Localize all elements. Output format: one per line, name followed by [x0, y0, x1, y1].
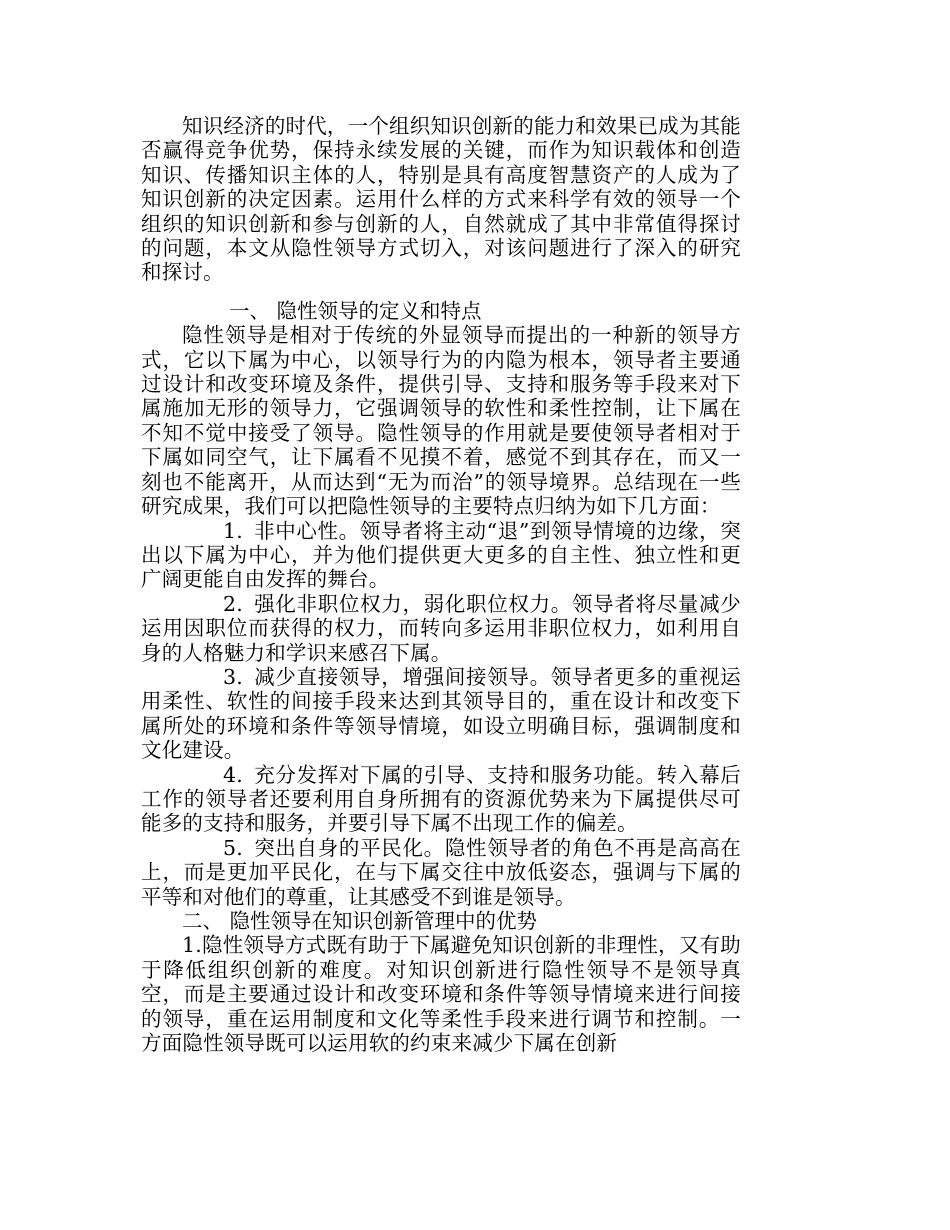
list-item-text: 充分发挥对下属的引导、支持和服务功能。转入幕后工作的领导者还要利用自身所拥有的资源优势来为下属提供尽可能多的支持和服务，并要引导下属不出现工作的偏差。 — [141, 762, 742, 836]
section-2-item-1 — [141, 933, 741, 1055]
list-item-text: 非中心性。领导者将主动“退”到领导情境的边缘，突出以下属为中心，并为他们提供更大更多的自主性、独立性和更广阔更能自由发挥的舞台。 — [141, 518, 741, 592]
list-item-number: 3. — [223, 664, 243, 689]
document-page — [141, 114, 741, 1055]
section-1-body: 隐性领导是相对于传统的外显领导而提出的一种新的领导方式，它以下属为中心，以领导行为的内隐为根本，领导者主要通过设计和改变环境及条件，提供引导、支持和服务等手段来对下属施加无形的领导力，它强调领导的软性和柔性控制，让下属在不知不觉中接受了领导。隐性领导的作用就是要使领导者相对于下属如同空气，让下属看不见摸不着，感觉不到其存在，而又一刻也不能离开，从而达到“无为而治”的领导境界。总结现在一些研究成果，我们可以把隐性领导的主要特点归纳为如下几方面： — [141, 323, 741, 519]
list-item-number: 1. — [182, 933, 202, 958]
list-item-number: 5. — [223, 835, 243, 860]
list-item — [141, 836, 741, 909]
list-item-text: 突出自身的平民化。隐性领导者的角色不再是高高在上，而是更加平民化，在与下属交往中放低姿态，强调与下属的平等和对他们的尊重，让其感受不到谁是领导。 — [141, 835, 742, 909]
list-item — [141, 519, 741, 592]
list-item-number: 2. — [223, 591, 243, 616]
section-1-heading: 一、 隐性领导的定义和特点 — [229, 298, 482, 323]
list-item-text: 隐性领导方式既有助于下属避免知识创新的非理性，又有助于降低组织创新的难度。对知识创新进行隐性领导不是领导真空，而是主要通过设计和改变环境和条件等领导情境来进行间接的领导，重在运用制度和文化等柔性手段来进行调节和控制。一方面隐性领导既可以运用软的约束来减少下属在创新 — [141, 933, 741, 1056]
list-item-text: 强化非职位权力，弱化职位权力。领导者将尽量减少运用因职位而获得的权力，而转向多运用非职位权力，如利用自身的人格魅力和学识来感召下属。 — [141, 591, 742, 665]
list-item — [141, 665, 741, 763]
list-item-number: 4. — [223, 762, 243, 787]
list-item-number: 1. — [223, 518, 243, 543]
intro-paragraph: 知识经济的时代，一个组织知识创新的能力和效果已成为其能否赢得竞争优势，保持永续发展的关键，而作为知识载体和创造知识、传播知识主体的人，特别是具有高度智慧资产的人成为了知识创新的决定因素。运用什么样的方式来科学有效的领导一个组织的知识创新和参与创新的人，自然就成了其中非常值得探讨的问题，本文从隐性领导方式切入，对该问题进行了深入的研究和探讨。 — [141, 114, 741, 285]
section-2-heading: 二、 隐性领导在知识创新管理中的优势 — [182, 909, 538, 933]
list-item — [141, 592, 741, 665]
list-item-text: 减少直接领导，增强间接领导。领导者更多的重视运用柔性、软性的间接手段来达到其领导目的，重在设计和改变下属所处的环境和条件等领导情境，如设立明确目标，强调制度和文化建设。 — [141, 664, 742, 763]
list-item — [141, 763, 741, 836]
